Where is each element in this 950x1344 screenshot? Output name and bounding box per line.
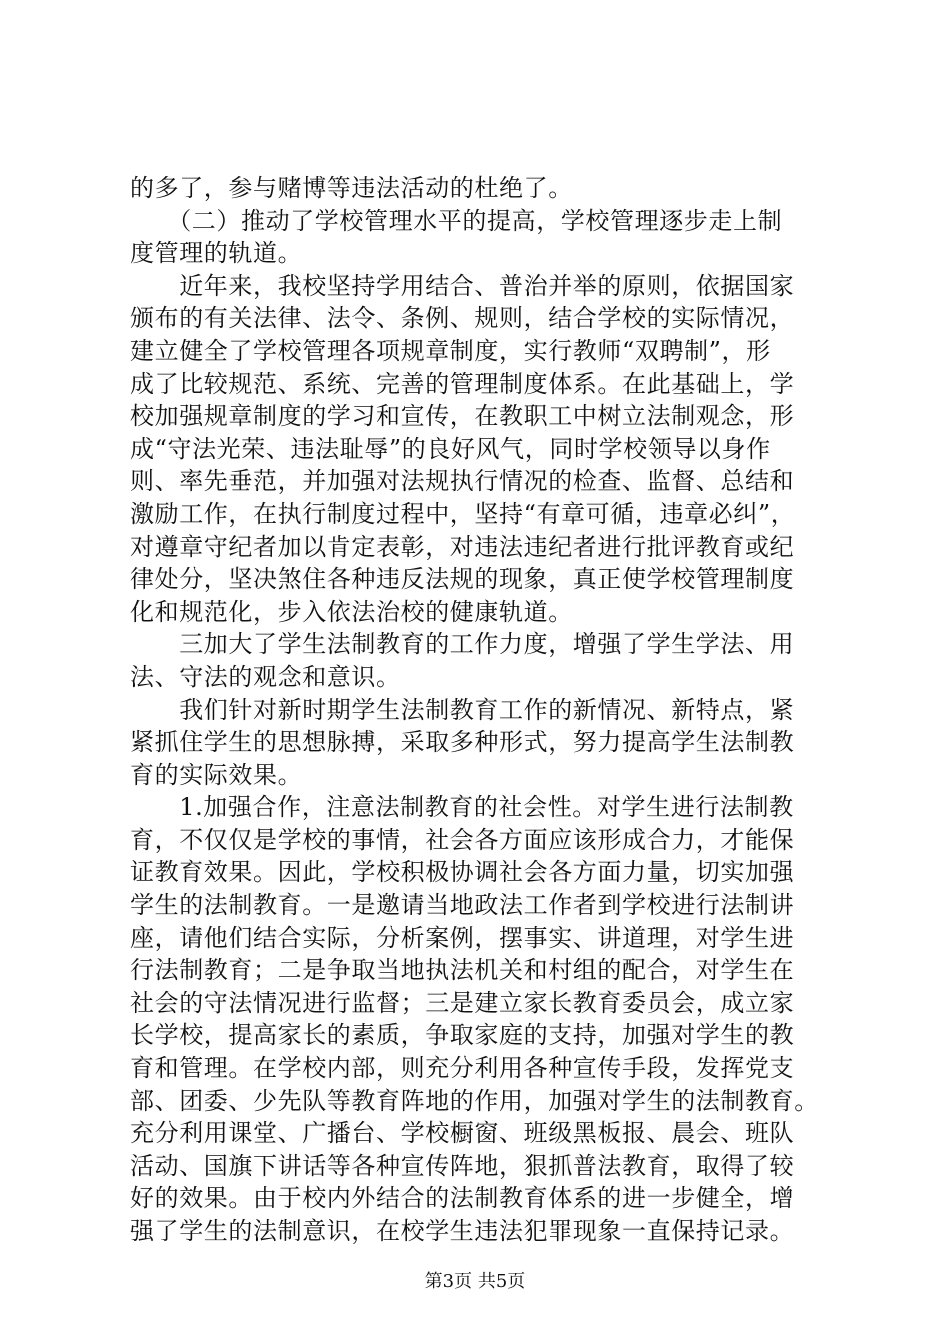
text-line: 我们针对新时期学生法制教育工作的新情况、新特点，紧 [130,695,795,724]
text-line: （二）推动了学校管理水平的提高，学校管理逐步走上制 [130,206,783,235]
text-line: 成“守法光荣、违法耻辱”的良好风气，同时学校领导以身作 [130,434,771,463]
text-line: 社会的守法情况进行监督；三是建立家长教育委员会，成立家 [130,988,795,1017]
text-line: 好的效果。由于校内外结合的法制教育体系的进一步健全，增 [130,1184,795,1213]
text-line: 部、团委、少先队等教育阵地的作用，加强对学生的法制教育。 [130,1086,819,1115]
text-line: 成了比较规范、系统、完善的管理制度体系。在此基础上，学 [130,369,795,398]
text-line: 三加大了学生法制教育的工作力度，增强了学生学法、用 [130,630,795,659]
text-line: 育，不仅仅是学校的事情，社会各方面应该形成合力，才能保 [130,825,795,854]
text-line: 充分利用课堂、广播台、学校橱窗、班级黑板报、晨会、班队 [130,1119,795,1148]
text-line: 度管理的轨道。 [130,239,303,268]
text-line: 活动、国旗下讲话等各种宣传阵地，狠抓普法教育，取得了较 [130,1151,795,1180]
text-line: 的多了，参与赌博等违法活动的杜绝了。 [130,174,573,202]
text-line: 育和管理。在学校内部，则充分利用各种宣传手段，发挥党支 [130,1054,795,1083]
text-line: 长学校，提高家长的素质，争取家庭的支持，加强对学生的教 [130,1021,795,1050]
text-line: 激励工作，在执行制度过程中，坚持“有章可循，违章必纠”， [130,499,796,528]
page-number-footer: 第3页 共5页 [424,1271,526,1292]
text-line: 强了学生的法制意识，在校学生违法犯罪现象一直保持记录。 [130,1217,795,1245]
text-line: 律处分，坚决煞住各种违反法规的现象，真正使学校管理制度 [130,565,795,594]
text-line: 近年来，我校坚持学用结合、普治并举的原则，依据国家 [130,271,795,300]
text-line: 校加强规章制度的学习和宣传，在教职工中树立法制观念，形 [130,402,795,431]
text-line: 1.加强合作，注意法制教育的社会性。对学生进行法制教 [130,793,794,822]
text-line: 法、守法的观念和意识。 [130,662,401,691]
text-line: 化和规范化，步入依法治校的健康轨道。 [130,597,573,626]
text-line: 证教育效果。因此，学校积极协调社会各方面力量，切实加强 [130,858,795,887]
text-line: 学生的法制教育。一是邀请当地政法工作者到学校进行法制讲 [130,891,795,920]
text-line: 育的实际效果。 [130,760,303,789]
text-line: 建立健全了学校管理各项规章制度，实行教师“双聘制”，形 [130,336,771,365]
text-line: 则、率先垂范，并加强对法规执行情况的检查、监督、总结和 [130,467,795,496]
text-line: 座，请他们结合实际，分析案例，摆事实、讲道理，对学生进 [130,923,795,952]
text-line: 颁布的有关法律、法令、条例、规则，结合学校的实际情况， [130,304,795,333]
text-line: 紧抓住学生的思想脉搏，采取多种形式，努力提高学生法制教 [130,728,795,757]
document-body [130,172,858,1248]
text-line: 行法制教育；二是争取当地执法机关和村组的配合，对学生在 [130,956,795,985]
text-line: 对遵章守纪者加以肯定表彰，对违法违纪者进行批评教育或纪 [130,532,795,561]
